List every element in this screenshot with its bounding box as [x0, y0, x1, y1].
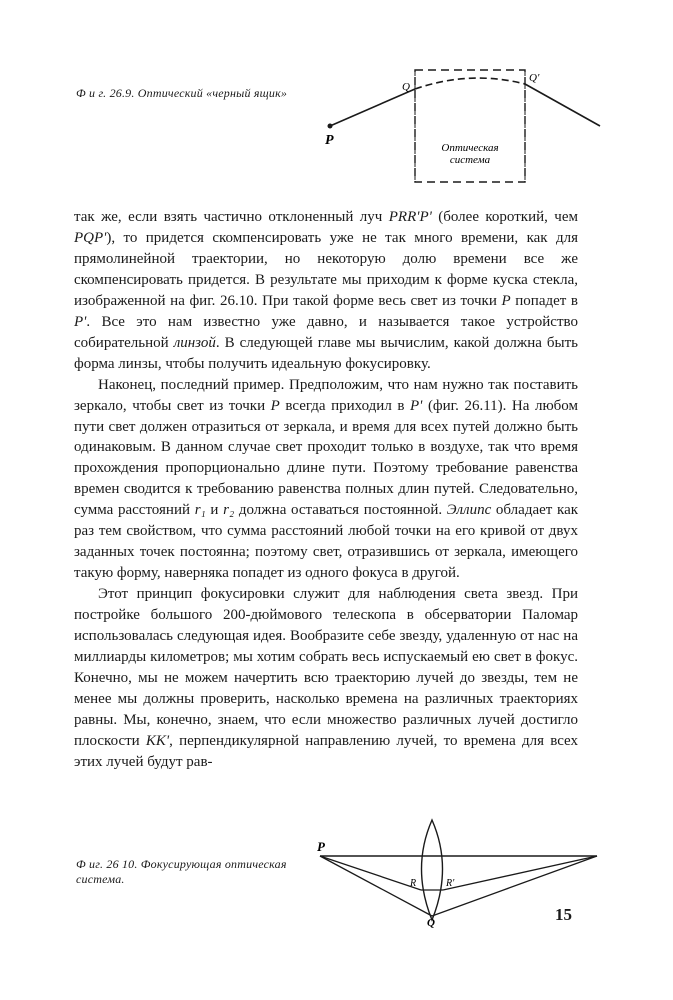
italic-term: P' — [74, 313, 87, 330]
box-label-line-1: Оптическая — [441, 142, 499, 154]
label-r-prime: R' — [446, 878, 455, 889]
paragraph-3: Этот принцип фокусировки служит для наблюдения света звезд. При постройке большого 200-дюймового телескопа в обсерватории Паломар использовалась следующая идея. Вообразите себе звезду, удаленную от нас на миллиарды километров; мы хотим собрать весь испускаемый ею свет в фокус. Конечно, мы не можем начертить всю траекторию лучей до звезды, тем не менее мы должны проверить, насколько времена на различных траекториях равны. Мы, конечно, знаем, что если множество различных лучей достигло плоскости KK', перпендикулярной направлению лучей, то времена для всех этих лучей будут рав- — [74, 586, 578, 770]
italic-term: PRR'P' — [388, 209, 432, 225]
label-p: P — [317, 839, 325, 854]
italic-term: линзой — [173, 334, 216, 351]
figure-2-caption-text: Фокусирующая оптическая система. — [76, 857, 287, 886]
figure-1-optical-black-box — [315, 62, 605, 192]
italic-term: r₂ — [223, 502, 235, 519]
paragraph-1: так же, если взять частично отклоненный луч PRR'P' (более короткий, чем PQP'), то придется скомпенсировать уже не так много времени, как для прямолинейной траектории, но некоторую долю времени все же скомпенсировать придется. В результате мы приходим к форме куска стекла, изображенной на фиг. 26.10. При такой форме весь свет из точки P попадет в P'. Все это нам известно уже давно, и называется такое устройство собирательной линзой. В следующей главе мы вычислим, какой должна быть форма линзы, чтобы получить идеальную фокусировку. — [74, 209, 579, 372]
ray-p-to-q — [330, 89, 415, 126]
label-r: R — [410, 878, 417, 889]
italic-term: P — [270, 397, 280, 414]
page-number: 15 — [555, 905, 572, 924]
ray-r-prime-out — [443, 856, 597, 890]
paragraph-2: Наконец, последний пример. Предположим, что нам нужно так поставить зеркало, чтобы свет из точки P всегда приходил в P' (фиг. 26.11). На любом пути свет должен отразиться от зеркала, и время для всех путей должно быть одинаковым. В данном случае свет проходит только в воздухе, так что время прохождения пропорционально длине пути. Поэтому требование равенства времен сводится к требованию равенства полных длин путей. Следовательно, сумма расстояний r₁ и r₂ должна оставаться постоянной. Эллипс обладает как раз тем свойством, что сумма расстояний любой точки на его кривой от двух заданных точек постоянна; поэтому свет, отразившись от зеркала, имеющего такую форму, наверняка попадет из одного фокуса в другой. — [74, 376, 579, 582]
label-p: P — [325, 133, 334, 148]
label-q-prime: Q' — [529, 72, 540, 84]
ray-p-to-r — [320, 856, 421, 890]
figure-1-caption-text: Оптический «черный ящик» — [137, 86, 288, 100]
label-q: Q — [402, 81, 410, 93]
figure-2-caption — [76, 857, 321, 887]
ray-inside-system — [415, 78, 525, 89]
italic-term: r₁ — [194, 502, 206, 519]
italic-term: P' — [410, 397, 423, 414]
body-text — [74, 207, 578, 773]
italic-term: KK' — [145, 732, 170, 749]
italic-term: Эллипс — [446, 502, 492, 519]
italic-term: PQP' — [74, 229, 107, 246]
figure-1-caption-label: Ф и г. 26.9. — [76, 86, 135, 100]
italic-term: P — [501, 292, 511, 309]
ray-q-to-p-prime — [432, 856, 597, 916]
lens — [422, 820, 443, 920]
box-label-line-2: система — [449, 154, 491, 166]
point-p — [328, 124, 333, 129]
figure-1-caption — [76, 86, 311, 101]
label-q: Q — [427, 917, 435, 928]
figure-2-caption-label: Ф иг. 26 10. — [76, 857, 138, 871]
ray-q-prime-out — [525, 84, 600, 126]
